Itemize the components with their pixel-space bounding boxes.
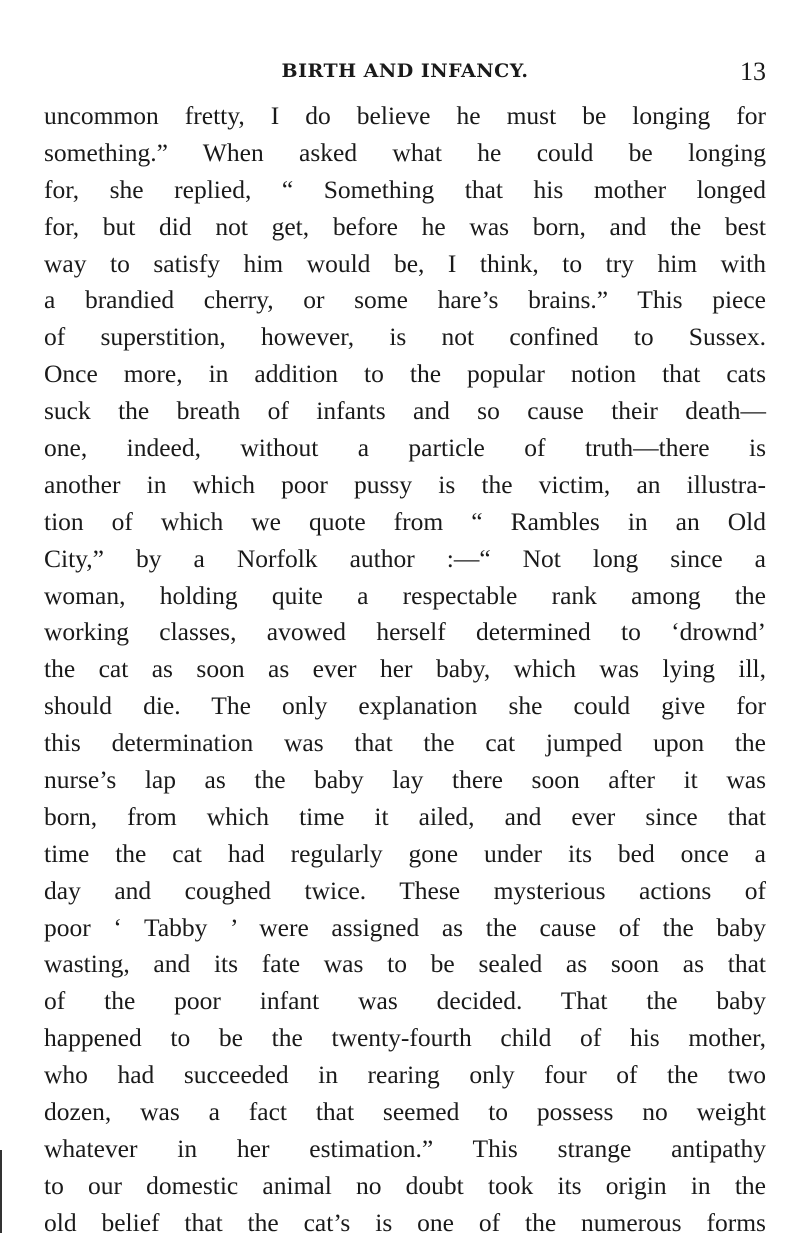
text-line: another in which poor pussy is the victim, an illustra- <box>44 469 766 499</box>
text-line: something.” When asked what he could be longing <box>44 137 766 167</box>
text-line: City,” by a Norfolk author :—“ Not long since a <box>44 543 766 573</box>
text-line: happened to be the twenty-fourth child of his mother, <box>44 1023 766 1053</box>
running-head: BIRTH AND INFANCY. <box>281 60 529 82</box>
text-line: to our domestic animal no doubt took its origin in the <box>44 1170 766 1200</box>
text-line: time the cat had regularly gone under its bed once a <box>44 838 766 868</box>
text-line: tion of which we quote from “ Rambles in an Old <box>44 506 766 536</box>
text-line: woman, holding quite a respectable rank among the <box>44 580 766 610</box>
body-paragraph <box>44 98 766 1242</box>
text-line: wasting, and its fate was to be sealed as soon as that <box>44 949 766 979</box>
text-line: of superstition, however, is not confined to Sussex. <box>44 322 766 352</box>
text-line: of the poor infant was decided. That the baby <box>44 986 766 1016</box>
text-line: dozen, was a fact that seemed to possess no weight <box>44 1097 766 1127</box>
text-line: working classes, avowed herself determined to ‘drownd’ <box>44 617 766 647</box>
text-line: should die. The only explanation she could give for <box>44 691 766 721</box>
text-line: who had succeeded in rearing only four of the two <box>44 1060 766 1090</box>
text-line: nurse’s lap as the baby lay there soon after it was <box>44 765 766 795</box>
text-line: Once more, in addition to the popular notion that cats <box>44 359 766 389</box>
page-header <box>44 57 766 90</box>
text-line: the cat as soon as ever her baby, which was lying ill, <box>44 654 766 684</box>
text-line: a brandied cherry, or some hare’s brains.” This piece <box>44 285 766 315</box>
text-line: suck the breath of infants and so cause their death— <box>44 396 766 426</box>
text-line: for, but did not get, before he was born, and the best <box>44 211 766 241</box>
text-line: way to satisfy him would be, I think, to try him with <box>44 248 766 278</box>
text-line: born, from which time it ailed, and ever since that <box>44 801 766 831</box>
text-line: this determination was that the cat jumped upon the <box>44 728 766 758</box>
text-line: whatever in her estimation.” This strange antipathy <box>44 1133 766 1163</box>
text-line: poor ‘ Tabby ’ were assigned as the cause of the baby <box>44 912 766 942</box>
text-line: for, she replied, “ Something that his mother longed <box>44 174 766 204</box>
text-line: old belief that the cat’s is one of the numerous forms <box>44 1207 766 1237</box>
page-number: 13 <box>740 57 766 86</box>
text-line: day and coughed twice. These mysterious actions of <box>44 875 766 905</box>
text-line: one, indeed, without a particle of truth—there is <box>44 433 766 463</box>
page-edge-shadow <box>0 1150 2 1233</box>
text-line: uncommon fretty, I do believe he must be longing for <box>44 101 766 130</box>
